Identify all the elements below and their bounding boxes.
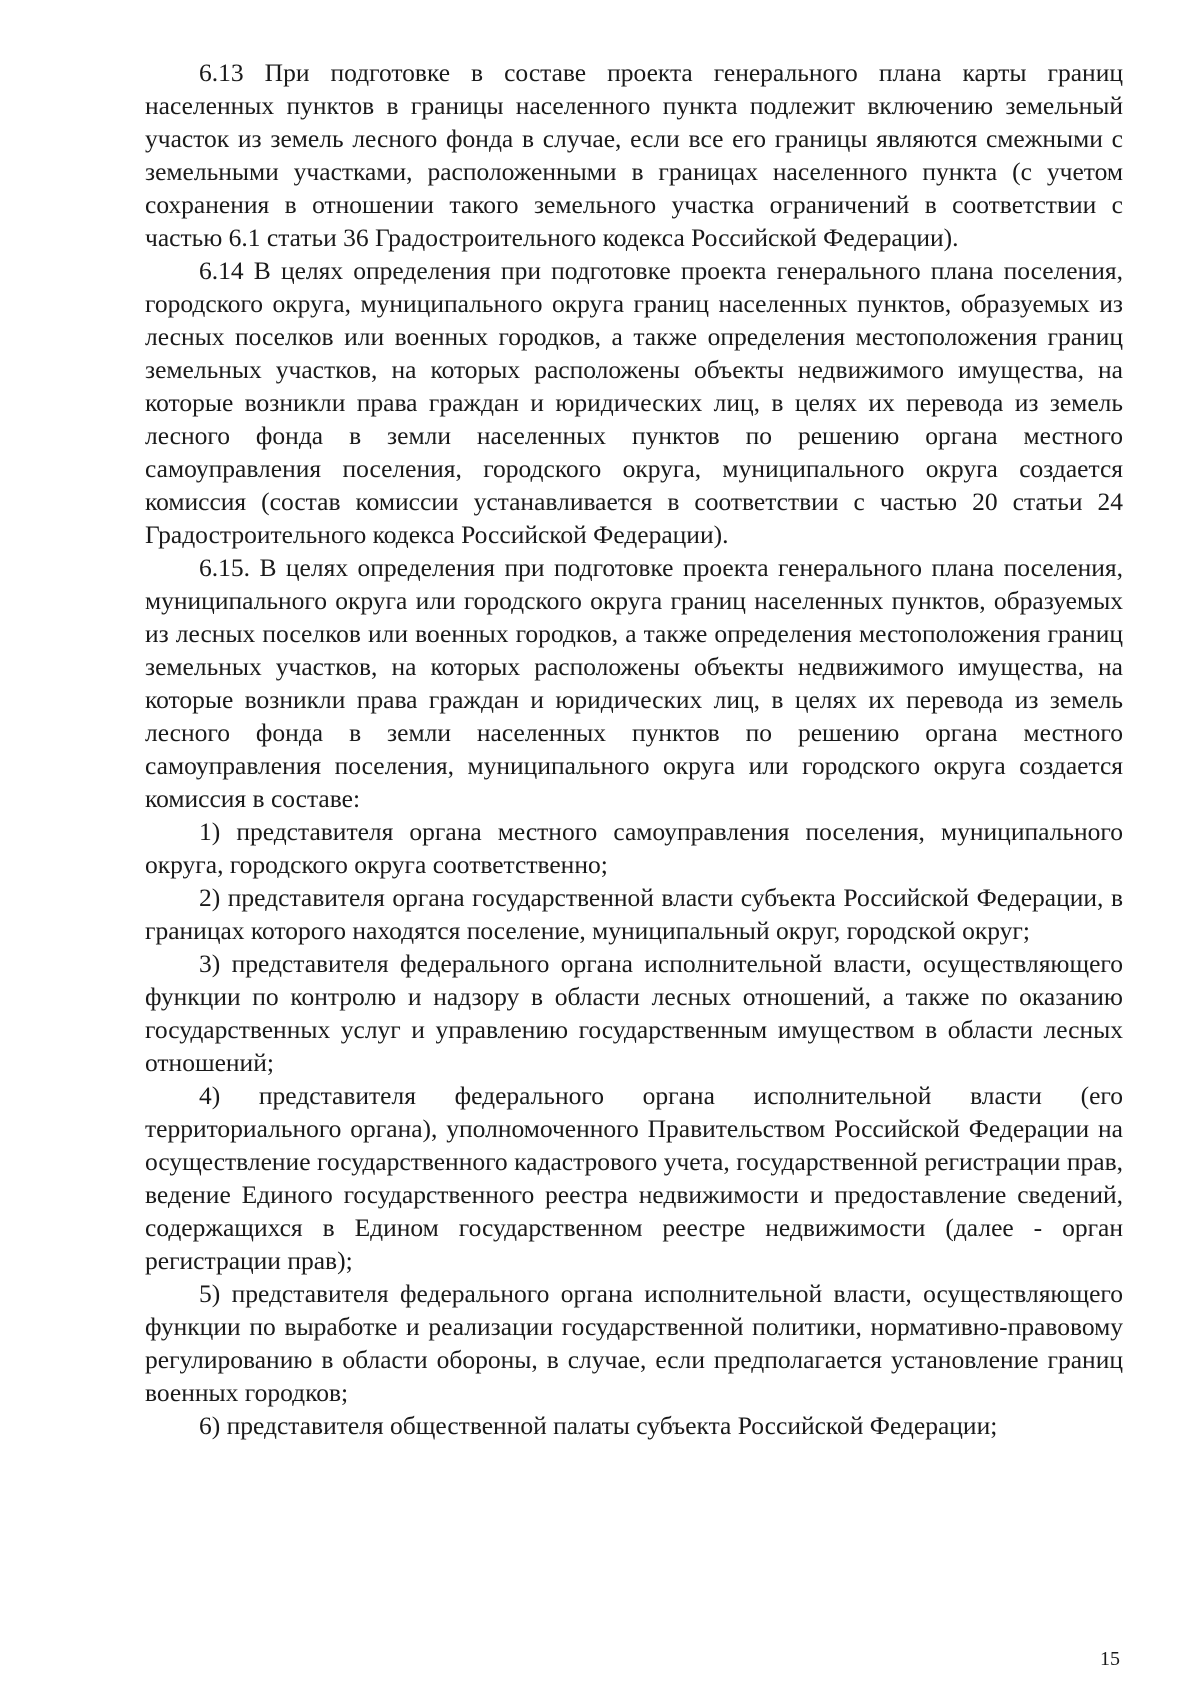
- document-body: [145, 56, 1123, 1442]
- list-item-4: 4) представителя федерального органа исполнительной власти (его территориального органа), уполномоченного Правительством Российской Федерации на осуществление государственного кадастрового учета, государственной регистрации прав, ведение Единого государственного реестра недвижимости и предоставление сведений, содержащихся в Едином государственном реестре недвижимости (далее - орган регистрации прав);: [145, 1081, 1123, 1275]
- page-number: 15: [1100, 1648, 1120, 1670]
- list-item-5: 5) представителя федерального органа исполнительной власти, осуществляющего функции по выработке и реализации государственной политики, нормативно-правовому регулированию в области обороны, в случае, если предполагается установление границ военных городков;: [145, 1279, 1123, 1407]
- paragraph-6-15: 6.15. В целях определения при подготовке проекта генерального плана поселения, муниципального округа или городского округа границ населенных пунктов, образуемых из лесных поселков или военных городков, а также определения местоположения границ земельных участков, на которых расположены объекты недвижимого имущества, на которые возникли права граждан и юридических лиц, в целях их перевода из земель лесного фонда в земли населенных пунктов по решению органа местного самоуправления поселения, муниципального округа или городского округа создается комиссия в составе:: [145, 553, 1123, 813]
- list-item-6: 6) представителя общественной палаты субъекта Российской Федерации;: [199, 1411, 998, 1440]
- paragraph-6-13: 6.13 При подготовке в составе проекта генерального плана карты границ населенных пунктов в границы населенного пункта подлежит включению земельный участок из земель лесного фонда в случае, если все его границы являются смежными с земельными участками, расположенными в границах населенного пункта (с учетом сохранения в отношении такого земельного участка ограничений в соответствии с частью 6.1 статьи 36 Градостроительного кодекса Российской Федерации).: [145, 58, 1123, 252]
- list-item-2: 2) представителя органа государственной власти субъекта Российской Федерации, в границах которого находятся поселение, муниципальный округ, городской округ;: [145, 883, 1123, 945]
- paragraph-6-14: 6.14 В целях определения при подготовке проекта генерального плана поселения, городского округа, муниципального округа границ населенных пунктов, образуемых из лесных поселков или военных городков, а также определения местоположения границ земельных участков, на которых расположены объекты недвижимого имущества, на которые возникли права граждан и юридических лиц, в целях их перевода из земель лесного фонда в земли населенных пунктов по решению органа местного самоуправления поселения, городского округа, муниципального округа создается комиссия (состав комиссии устанавливается в соответствии с частью 20 статьи 24 Градостроительного кодекса Российской Федерации).: [145, 256, 1123, 549]
- list-item-3: 3) представителя федерального органа исполнительной власти, осуществляющего функции по контролю и надзору в области лесных отношений, а также по оказанию государственных услуг и управлению государственным имуществом в области лесных отношений;: [145, 949, 1123, 1077]
- list-item-1: 1) представителя органа местного самоуправления поселения, муниципального округа, городского округа соответственно;: [145, 817, 1123, 879]
